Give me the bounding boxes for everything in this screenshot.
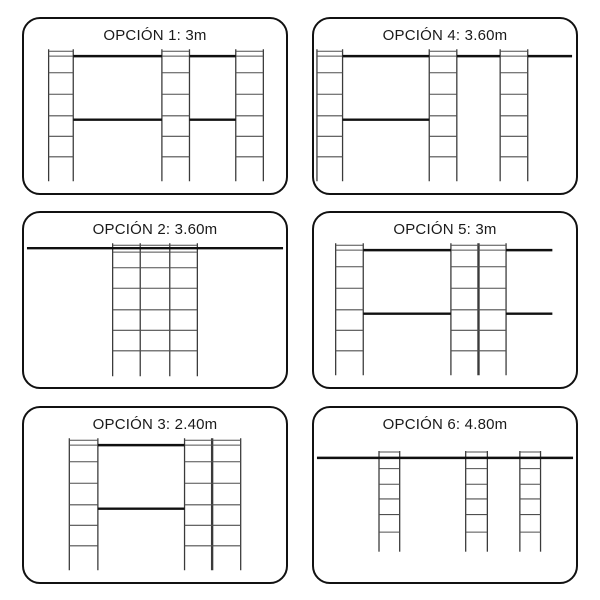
panel-title: OPCIÓN 2: 3.60m [92, 221, 218, 238]
option-3-panel [22, 406, 288, 584]
wardrobe-diagram [314, 408, 576, 582]
wardrobe-diagram [24, 408, 286, 582]
wardrobe-diagram [24, 19, 286, 193]
option-5-panel [312, 211, 578, 389]
panel-title: OPCIÓN 5: 3m [393, 221, 497, 238]
option-6-panel [312, 406, 578, 584]
panel-title: OPCIÓN 4: 3.60m [382, 27, 508, 44]
panel-title: OPCIÓN 1: 3m [103, 27, 207, 44]
wardrobe-diagram [314, 213, 576, 387]
wardrobe-diagram [24, 213, 286, 387]
option-1-panel [22, 17, 288, 195]
panel-title: OPCIÓN 3: 2.40m [92, 416, 218, 433]
option-2-panel [22, 211, 288, 389]
wardrobe-diagram [314, 19, 576, 193]
panel-title: OPCIÓN 6: 4.80m [382, 416, 508, 433]
option-4-panel [312, 17, 578, 195]
